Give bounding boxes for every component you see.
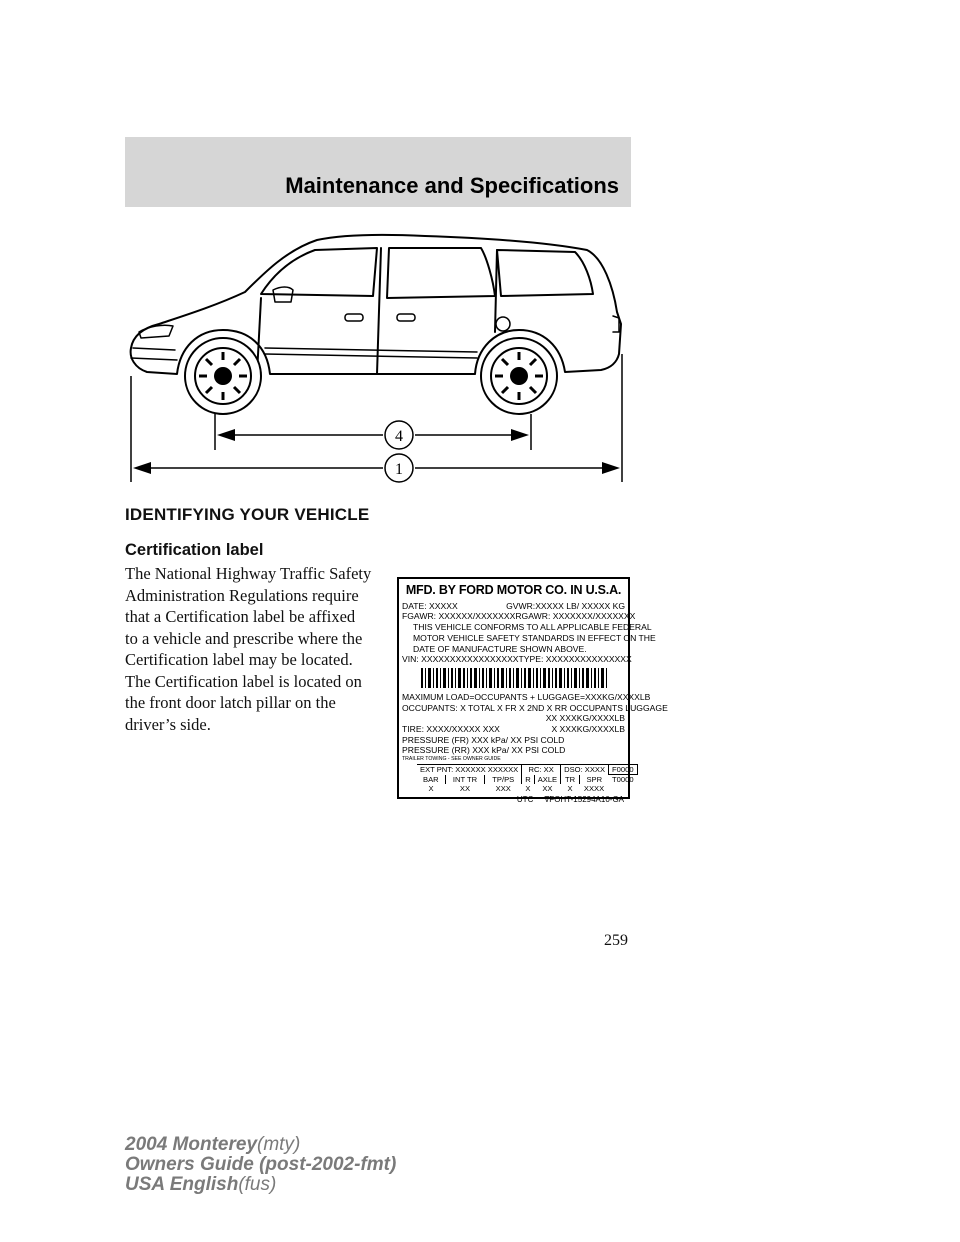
barcode-graphic: [419, 667, 609, 689]
label-f-code: F0000: [609, 765, 638, 775]
label-title: MFD. BY FORD MOTOR CO. IN U.S.A.: [405, 583, 622, 597]
header-band: [125, 137, 631, 207]
sub-heading: Certification label: [125, 541, 264, 559]
label-t-code: T0000: [612, 775, 634, 785]
page-section-title: Maintenance and Specifications: [285, 173, 619, 198]
section-heading: IDENTIFYING YOUR VEHICLE: [125, 505, 370, 524]
label-col-value: XXXX: [583, 784, 605, 794]
minivan-dimensions-illustration: [125, 228, 631, 490]
label-pressure-rear: PRESSURE (RR) XXX kPa/ XX PSI COLD: [402, 745, 566, 756]
body-line: Administration Regulations require: [125, 585, 359, 605]
label-col-header: INT TR: [445, 775, 485, 785]
body-line: to a vehicle and prescribe where the: [125, 628, 363, 648]
label-conform-line: MOTOR VEHICLE SAFETY STANDARDS IN EFFECT ON THE: [413, 632, 656, 643]
label-tire: TIRE: XXXX/XXXXX XXX: [402, 724, 500, 735]
label-col-value: XX: [459, 784, 471, 794]
label-col-value: XX: [542, 784, 553, 794]
label-occupants: OCCUPANTS: X TOTAL X FR X 2ND X RR OCCUPANTS LUGGAGE: [402, 702, 668, 713]
body-line: the front door latch pillar on the: [125, 693, 336, 712]
body-line: The National Highway Traffic Safety: [125, 564, 372, 583]
label-conform-line: DATE OF MANUFACTURE SHOWN ABOVE.: [413, 643, 587, 654]
footer-model-code: (mty): [257, 1134, 301, 1155]
label-type: TYPE: XXXXXXXXXXXXXXX: [518, 654, 632, 665]
label-rgawr: RGAWR: XXXXXXX/XXXXXXX: [515, 611, 636, 622]
label-ext-pnt: EXT PNT: XXXXXX XXXXXX: [417, 765, 522, 775]
label-footer: [399, 795, 628, 806]
label-trailer-note: TRAILER TOWING - SEE OWNER GUIDE: [402, 756, 501, 763]
label-figure-code: ∇FOHT-15294A10-GA: [544, 795, 624, 805]
body-line: that a Certification label be affixed: [125, 607, 356, 626]
label-tire-values: X XXXKG/XXXXLB: [551, 724, 625, 735]
body-line: driver’s side.: [125, 714, 211, 734]
footer-language-code: (fus): [238, 1174, 277, 1195]
label-occupants-values: XX XXXKG/XXXXLB: [545, 713, 625, 724]
label-max-load: MAXIMUM LOAD=OCCUPANTS + LUGGAGE=XXXKG/XXXXLB: [402, 691, 651, 702]
label-rc: RC: XX: [522, 765, 561, 775]
dimension-label-4: 4: [395, 428, 403, 445]
label-utc: UTC: [516, 795, 534, 805]
label-date: DATE: XXXXX: [402, 600, 458, 611]
label-conform-line: THIS VEHICLE CONFORMS TO ALL APPLICABLE FEDERAL: [413, 622, 652, 633]
footer-guide: Owners Guide (post-2002-fmt): [125, 1154, 397, 1175]
dimension-label-1: 1: [395, 461, 403, 478]
body-line: Certification label may be located.: [125, 650, 353, 669]
certification-label: [397, 577, 668, 805]
label-col-value: X: [428, 784, 434, 794]
label-col-value: X: [567, 784, 573, 794]
label-gvwr: GVWR:XXXXX LB/ XXXXX KG: [506, 600, 625, 611]
body-line: The Certification label is located on: [125, 671, 362, 691]
document-footer: [125, 1135, 396, 1195]
label-col-value: X: [525, 784, 531, 794]
body-paragraph: [125, 563, 387, 735]
footer-language: USA English: [125, 1174, 239, 1195]
label-col-header: AXLE: [534, 775, 560, 785]
label-col-header: R: [522, 775, 534, 785]
footer-model: 2004 Monterey: [125, 1134, 258, 1155]
label-col-header: BAR: [423, 774, 439, 784]
label-col-value: XXX: [495, 784, 511, 794]
label-code-table: [417, 764, 638, 793]
label-col-header: TR: [561, 775, 580, 785]
page-number: 259: [604, 932, 628, 949]
label-dso: DSO: XXXX: [561, 765, 609, 775]
label-col-header: SPR: [580, 775, 609, 785]
label-vin: VIN: XXXXXXXXXXXXXXXXX: [402, 654, 519, 665]
label-fgawr: FGAWR: XXXXXX/XXXXXXX: [402, 611, 516, 622]
label-pressure-front: PRESSURE (FR) XXX kPa/ XX PSI COLD: [402, 734, 565, 745]
label-col-header: TP/PS: [485, 775, 522, 785]
